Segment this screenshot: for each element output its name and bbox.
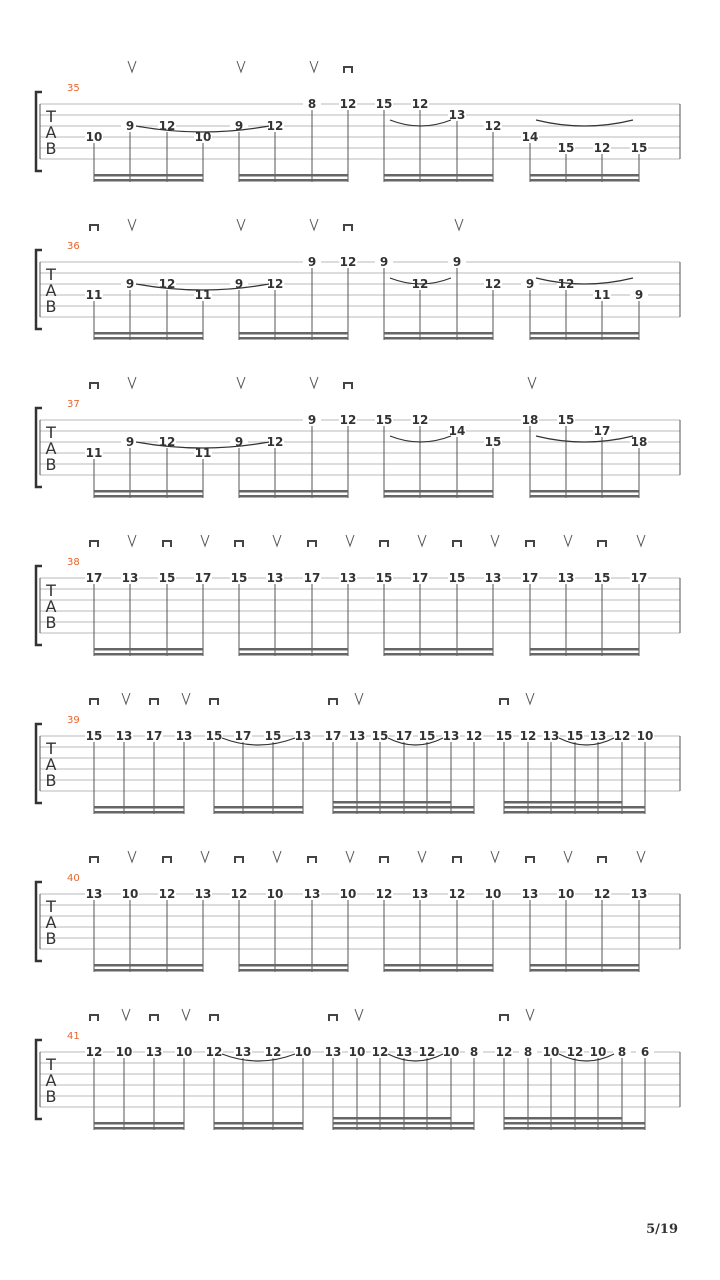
- fret-number: 10: [348, 1045, 366, 1059]
- fret-number: 9: [452, 255, 462, 269]
- down-pick-icon: [150, 699, 158, 705]
- fret-number: 17: [395, 729, 413, 743]
- fret-number: 15: [630, 141, 648, 155]
- up-pick-icon: [418, 851, 426, 862]
- fret-number: 13: [542, 729, 560, 743]
- fret-number: 15: [205, 729, 223, 743]
- up-pick-icon: [564, 851, 572, 862]
- measure-number: 39: [67, 715, 80, 726]
- beam: [94, 332, 203, 335]
- down-pick-icon: [526, 541, 534, 547]
- fret-number: 12: [418, 1045, 436, 1059]
- up-pick-icon: [346, 535, 354, 546]
- up-pick-icon: [128, 377, 136, 388]
- down-pick-icon: [598, 857, 606, 863]
- fret-number: 12: [85, 1045, 103, 1059]
- fret-number: 12: [411, 97, 429, 111]
- tab-clef-letter: B: [45, 929, 57, 948]
- down-pick-icon: [308, 541, 316, 547]
- beam: [530, 964, 639, 967]
- fret-number: 10: [542, 1045, 560, 1059]
- fret-number: 15: [484, 435, 502, 449]
- fret-number: 13: [121, 571, 139, 585]
- beam: [94, 1127, 184, 1130]
- page-number: 5/19: [646, 1222, 678, 1237]
- beam: [239, 179, 348, 182]
- beam: [384, 174, 493, 177]
- tab-clef-letter: B: [45, 771, 57, 790]
- fret-number: 15: [495, 729, 513, 743]
- fret-number: 8: [469, 1045, 479, 1059]
- fret-number: 13: [194, 887, 212, 901]
- fret-number: 12: [230, 887, 248, 901]
- beam: [384, 179, 493, 182]
- beam: [333, 1122, 474, 1125]
- beam: [239, 337, 348, 340]
- down-pick-icon: [90, 1015, 98, 1021]
- fret-number: 18: [630, 435, 648, 449]
- up-pick-icon: [122, 1009, 130, 1020]
- fret-number: 12: [566, 1045, 584, 1059]
- up-pick-icon: [637, 851, 645, 862]
- fret-number: 15: [375, 97, 393, 111]
- fret-number: 17: [85, 571, 103, 585]
- fret-number: 12: [375, 887, 393, 901]
- beam: [239, 969, 348, 972]
- fret-number: 10: [121, 887, 139, 901]
- up-pick-icon: [128, 851, 136, 862]
- measure-number: 36: [67, 241, 80, 252]
- fret-number: 8: [307, 97, 317, 111]
- fret-number: 6: [640, 1045, 650, 1059]
- slur: [536, 436, 633, 442]
- down-pick-icon: [90, 225, 98, 231]
- fret-number: 18: [521, 413, 539, 427]
- down-pick-icon: [344, 383, 352, 389]
- beam: [504, 801, 622, 804]
- beam: [94, 490, 203, 493]
- down-pick-icon: [90, 541, 98, 547]
- fret-number: 13: [484, 571, 502, 585]
- tab-clef-letter: A: [45, 123, 57, 142]
- fret-number: 11: [593, 288, 611, 302]
- fret-number: 12: [593, 887, 611, 901]
- beam: [94, 964, 203, 967]
- beam: [384, 648, 493, 651]
- fret-number: 17: [593, 424, 611, 438]
- beam: [94, 1122, 184, 1125]
- down-pick-icon: [344, 225, 352, 231]
- fret-number: 9: [125, 119, 135, 133]
- fret-number: 15: [371, 729, 389, 743]
- down-pick-icon: [90, 383, 98, 389]
- fret-number: 17: [303, 571, 321, 585]
- fret-number: 9: [379, 255, 389, 269]
- down-pick-icon: [453, 541, 461, 547]
- fret-number: 13: [339, 571, 357, 585]
- fret-number: 9: [125, 277, 135, 291]
- fret-number: 12: [448, 887, 466, 901]
- fret-number: 15: [557, 141, 575, 155]
- beam: [504, 806, 645, 809]
- measure-number: 37: [67, 399, 80, 410]
- fret-number: 13: [303, 887, 321, 901]
- tab-clef-letter: A: [45, 597, 57, 616]
- beam: [94, 337, 203, 340]
- fret-number: 13: [589, 729, 607, 743]
- up-pick-icon: [491, 535, 499, 546]
- up-pick-icon: [310, 377, 318, 388]
- slur: [222, 1054, 295, 1061]
- measure-number: 35: [67, 83, 80, 94]
- up-pick-icon: [201, 535, 209, 546]
- fret-number: 12: [264, 1045, 282, 1059]
- tab-clef-letter: T: [46, 265, 56, 284]
- tab-clef-letter: A: [45, 439, 57, 458]
- fret-number: 17: [145, 729, 163, 743]
- fret-number: 9: [234, 119, 244, 133]
- beam: [384, 495, 493, 498]
- fret-number: 12: [158, 435, 176, 449]
- measure-number: 41: [67, 1031, 80, 1042]
- fret-number: 13: [145, 1045, 163, 1059]
- beam: [333, 1117, 451, 1120]
- tab-clef-letter: A: [45, 755, 57, 774]
- tab-clef-letter: T: [46, 423, 56, 442]
- down-pick-icon: [90, 857, 98, 863]
- tab-clef-letter: A: [45, 913, 57, 932]
- down-pick-icon: [210, 699, 218, 705]
- slur: [222, 738, 295, 745]
- up-pick-icon: [237, 219, 245, 230]
- fret-number: 13: [411, 887, 429, 901]
- fret-number: 9: [125, 435, 135, 449]
- fret-number: 12: [158, 277, 176, 291]
- fret-number: 12: [339, 97, 357, 111]
- fret-number: 13: [234, 1045, 252, 1059]
- fret-number: 10: [266, 887, 284, 901]
- beam: [530, 495, 639, 498]
- beam: [214, 806, 303, 809]
- up-pick-icon: [128, 219, 136, 230]
- fret-number: 10: [589, 1045, 607, 1059]
- beam: [94, 806, 184, 809]
- fret-number: 12: [519, 729, 537, 743]
- fret-number: 17: [324, 729, 342, 743]
- tab-clef-letter: A: [45, 1071, 57, 1090]
- beam: [94, 495, 203, 498]
- fret-number: 10: [557, 887, 575, 901]
- down-pick-icon: [526, 857, 534, 863]
- fret-number: 14: [521, 130, 539, 144]
- fret-number: 10: [636, 729, 654, 743]
- down-pick-icon: [90, 699, 98, 705]
- up-pick-icon: [237, 377, 245, 388]
- measure-number: 38: [67, 557, 80, 568]
- beam: [504, 1117, 622, 1120]
- fret-number: 12: [484, 277, 502, 291]
- beam: [239, 653, 348, 656]
- beam: [530, 648, 639, 651]
- fret-number: 15: [264, 729, 282, 743]
- down-pick-icon: [210, 1015, 218, 1021]
- up-pick-icon: [273, 535, 281, 546]
- beam: [333, 806, 474, 809]
- fret-number: 13: [348, 729, 366, 743]
- slur: [536, 120, 633, 126]
- beam: [384, 337, 493, 340]
- fret-number: 13: [448, 108, 466, 122]
- beam: [333, 1127, 474, 1130]
- down-pick-icon: [500, 1015, 508, 1021]
- beam: [530, 337, 639, 340]
- slur: [536, 278, 633, 284]
- fret-number: 15: [158, 571, 176, 585]
- fret-number: 12: [411, 277, 429, 291]
- fret-number: 11: [194, 446, 212, 460]
- fret-number: 10: [339, 887, 357, 901]
- beam: [94, 648, 203, 651]
- fret-number: 13: [115, 729, 133, 743]
- fret-number: 12: [593, 141, 611, 155]
- fret-number: 13: [324, 1045, 342, 1059]
- fret-number: 12: [266, 435, 284, 449]
- fret-number: 15: [418, 729, 436, 743]
- down-pick-icon: [235, 857, 243, 863]
- up-pick-icon: [418, 535, 426, 546]
- beam: [530, 179, 639, 182]
- up-pick-icon: [355, 693, 363, 704]
- up-pick-icon: [491, 851, 499, 862]
- beam: [239, 174, 348, 177]
- beam: [504, 811, 645, 814]
- beam: [239, 490, 348, 493]
- tab-clef-letter: T: [46, 1055, 56, 1074]
- up-pick-icon: [346, 851, 354, 862]
- beam: [384, 332, 493, 335]
- down-pick-icon: [329, 1015, 337, 1021]
- fret-number: 11: [85, 288, 103, 302]
- fret-number: 13: [266, 571, 284, 585]
- fret-number: 13: [521, 887, 539, 901]
- fret-number: 9: [234, 435, 244, 449]
- fret-number: 15: [375, 413, 393, 427]
- up-pick-icon: [128, 61, 136, 72]
- fret-number: 11: [85, 446, 103, 460]
- measure-number: 40: [67, 873, 80, 884]
- up-pick-icon: [182, 693, 190, 704]
- fret-number: 17: [194, 571, 212, 585]
- fret-number: 10: [294, 1045, 312, 1059]
- tab-clef-letter: B: [45, 455, 57, 474]
- beam: [94, 811, 184, 814]
- down-pick-icon: [344, 67, 352, 73]
- up-pick-icon: [355, 1009, 363, 1020]
- fret-number: 9: [307, 255, 317, 269]
- fret-number: 12: [613, 729, 631, 743]
- fret-number: 17: [630, 571, 648, 585]
- up-pick-icon: [455, 219, 463, 230]
- fret-number: 12: [411, 413, 429, 427]
- fret-number: 12: [339, 413, 357, 427]
- tab-clef-letter: B: [45, 1087, 57, 1106]
- fret-number: 12: [158, 119, 176, 133]
- beam: [94, 969, 203, 972]
- up-pick-icon: [564, 535, 572, 546]
- fret-number: 12: [158, 887, 176, 901]
- tab-clef-letter: B: [45, 613, 57, 632]
- beam: [239, 332, 348, 335]
- up-pick-icon: [201, 851, 209, 862]
- tab-clef-letter: B: [45, 297, 57, 316]
- down-pick-icon: [380, 857, 388, 863]
- beam: [239, 964, 348, 967]
- tab-clef-letter: A: [45, 281, 57, 300]
- fret-number: 12: [484, 119, 502, 133]
- fret-number: 13: [294, 729, 312, 743]
- tab-clef-letter: T: [46, 581, 56, 600]
- beam: [94, 174, 203, 177]
- fret-number: 15: [230, 571, 248, 585]
- beam: [504, 1122, 645, 1125]
- down-pick-icon: [150, 1015, 158, 1021]
- fret-number: 13: [630, 887, 648, 901]
- beam: [530, 490, 639, 493]
- beam: [530, 174, 639, 177]
- up-pick-icon: [310, 61, 318, 72]
- beam: [384, 490, 493, 493]
- fret-number: 9: [634, 288, 644, 302]
- fret-number: 10: [175, 1045, 193, 1059]
- up-pick-icon: [528, 377, 536, 388]
- up-pick-icon: [237, 61, 245, 72]
- fret-number: 15: [85, 729, 103, 743]
- tab-clef-letter: T: [46, 739, 56, 758]
- down-pick-icon: [329, 699, 337, 705]
- fret-number: 10: [484, 887, 502, 901]
- fret-number: 12: [371, 1045, 389, 1059]
- beam: [384, 653, 493, 656]
- up-pick-icon: [182, 1009, 190, 1020]
- down-pick-icon: [163, 541, 171, 547]
- up-pick-icon: [273, 851, 281, 862]
- fret-number: 12: [495, 1045, 513, 1059]
- fret-number: 10: [194, 130, 212, 144]
- up-pick-icon: [128, 535, 136, 546]
- down-pick-icon: [308, 857, 316, 863]
- beam: [214, 1122, 303, 1125]
- fret-number: 8: [617, 1045, 627, 1059]
- down-pick-icon: [598, 541, 606, 547]
- fret-number: 15: [557, 413, 575, 427]
- down-pick-icon: [500, 699, 508, 705]
- fret-number: 17: [411, 571, 429, 585]
- beam: [94, 653, 203, 656]
- beam: [94, 179, 203, 182]
- fret-number: 9: [307, 413, 317, 427]
- fret-number: 9: [525, 277, 535, 291]
- fret-number: 13: [175, 729, 193, 743]
- fret-number: 12: [266, 277, 284, 291]
- up-pick-icon: [637, 535, 645, 546]
- tab-clef-letter: T: [46, 107, 56, 126]
- fret-number: 14: [448, 424, 466, 438]
- fret-number: 15: [448, 571, 466, 585]
- fret-number: 13: [442, 729, 460, 743]
- fret-number: 13: [85, 887, 103, 901]
- down-pick-icon: [453, 857, 461, 863]
- fret-number: 13: [395, 1045, 413, 1059]
- tab-clef-letter: B: [45, 139, 57, 158]
- fret-number: 15: [566, 729, 584, 743]
- beam: [239, 495, 348, 498]
- beam: [333, 811, 474, 814]
- fret-number: 10: [85, 130, 103, 144]
- fret-number: 10: [442, 1045, 460, 1059]
- beam: [239, 648, 348, 651]
- down-pick-icon: [380, 541, 388, 547]
- fret-number: 10: [115, 1045, 133, 1059]
- fret-number: 12: [557, 277, 575, 291]
- beam: [530, 969, 639, 972]
- beam: [333, 801, 451, 804]
- beam: [530, 332, 639, 335]
- beam: [384, 964, 493, 967]
- fret-number: 17: [234, 729, 252, 743]
- up-pick-icon: [526, 693, 534, 704]
- fret-number: 12: [266, 119, 284, 133]
- down-pick-icon: [235, 541, 243, 547]
- fret-number: 15: [375, 571, 393, 585]
- up-pick-icon: [310, 219, 318, 230]
- beam: [384, 969, 493, 972]
- fret-number: 15: [593, 571, 611, 585]
- fret-number: 12: [339, 255, 357, 269]
- fret-number: 12: [205, 1045, 223, 1059]
- tab-clef-letter: T: [46, 897, 56, 916]
- fret-number: 12: [465, 729, 483, 743]
- fret-number: 9: [234, 277, 244, 291]
- fret-number: 13: [557, 571, 575, 585]
- down-pick-icon: [163, 857, 171, 863]
- beam: [530, 653, 639, 656]
- fret-number: 8: [523, 1045, 533, 1059]
- beam: [504, 1127, 645, 1130]
- beam: [214, 1127, 303, 1130]
- fret-number: 11: [194, 288, 212, 302]
- fret-number: 17: [521, 571, 539, 585]
- up-pick-icon: [526, 1009, 534, 1020]
- beam: [214, 811, 303, 814]
- up-pick-icon: [122, 693, 130, 704]
